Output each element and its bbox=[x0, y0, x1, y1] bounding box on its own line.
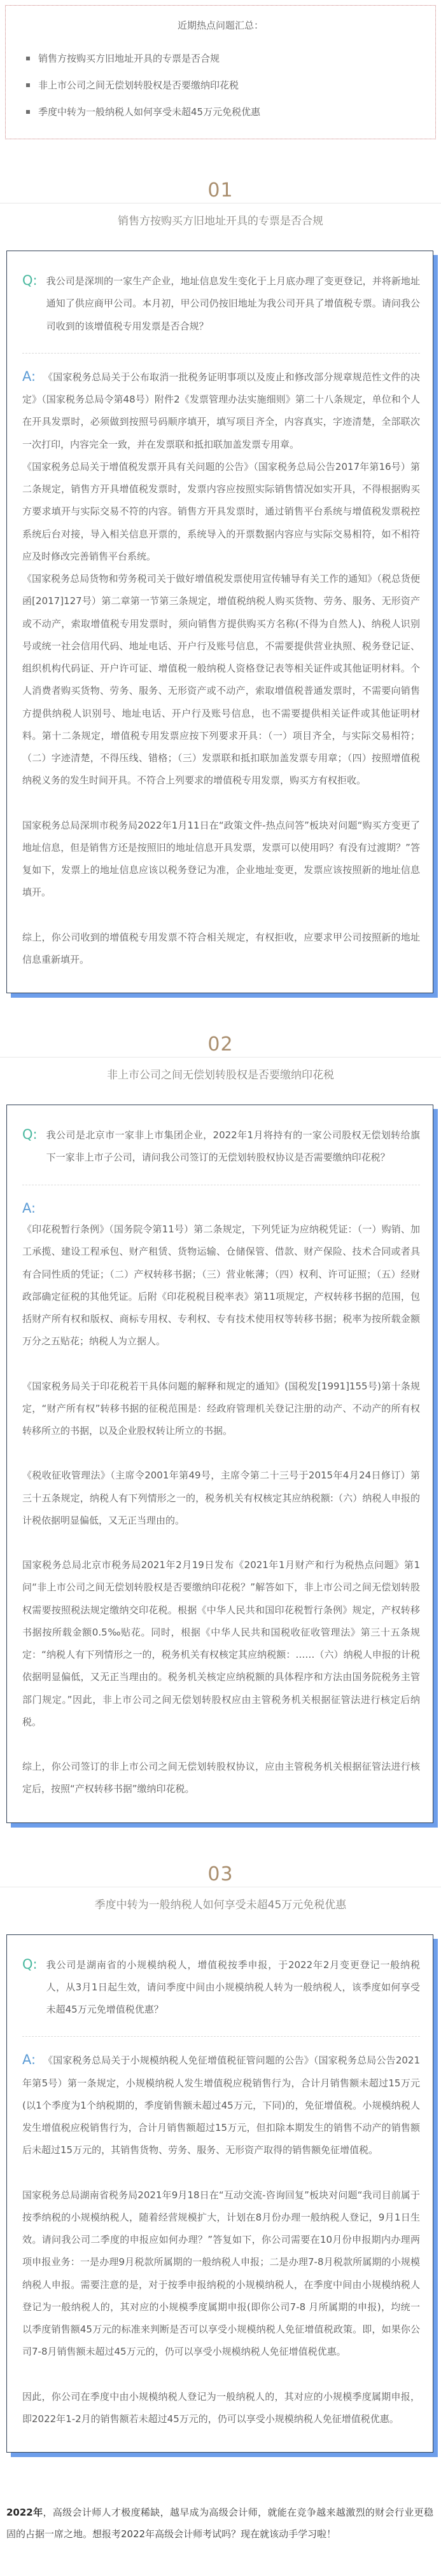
answer-paragraph: 《印花税暂行条例》（国务院令第11号）第二条规定，下列凭证为应纳税凭证：（一）购销、加工承揽、建设工程承包、财产租赁、货物运输、仓储保管、借款、财产保险、技术合同或者具有合同性质的凭证；（二）产权转移书据；（三）营业帐薄；（四）权利、许可证照；（五）经财政部确定征税的其他凭证。后附《印花税税目税率表》第11项规定，产权转移书据的范围，包括财产所有权和版权、商标专用权、专利权、专有技术使用权等转移书据；税率为按所载金额万分之五贴花；纳税人为立据人。 bbox=[22, 1223, 420, 1347]
qa-divider bbox=[22, 2036, 420, 2037]
a-marker: A: bbox=[22, 1200, 36, 1216]
bullet-square-icon bbox=[26, 83, 30, 87]
answer-block bbox=[22, 2049, 420, 2430]
answer-paragraph: 国家税务总局深圳市税务局2022年1月11日在“政策文件-热点问答”板块对问题“购买方变更了地址信息，但是销售方还是按照旧的地址信息开具发票，发票可以使用吗？有没有过渡期？”答复如下，发票上的地址信息应该以税务登记为准，企业地址变更，发票应该按照新的地址信息填开。 bbox=[22, 819, 420, 899]
section-number: 03 bbox=[207, 1863, 234, 1885]
answer-paragraph: 综上，你公司签订的非上市公司之间无偿划转股权协议，应由主管税务机关根据征管法进行核定后，按照“产权转移书据”缴纳印花税。 bbox=[22, 1761, 420, 1795]
summary-item-label: 季度中转为一般纳税人如何享受未超45万元免税优惠 bbox=[38, 106, 261, 118]
answer-block bbox=[22, 1198, 420, 1801]
answer-paragraph: 《国家税务局关于印花税若干具体问题的解释和规定的通知》(国税发[1991]155号)第十条规定，“财产所有权”转移书据的征税范围是：经政府管理机关登记注册的动产、不动产的所有权转移所立的书据，以及企业股权转让所立的书据。 bbox=[22, 1380, 420, 1437]
question-text: 我公司是北京市一家非上市集团企业，2022年1月将持有的一家公司股权无偿划转给旗下一家非上市子公司，请问我公司签订的无偿划转股权协议是否需要缴纳印花税？ bbox=[46, 1129, 420, 1164]
qa-box bbox=[6, 1934, 433, 2453]
section-number: 01 bbox=[207, 179, 234, 202]
q-marker: Q: bbox=[22, 1956, 38, 1972]
answer-paragraph: 《国家税务总局关于公布取消一批税务证明事项以及废止和修改部分规章规范性文件的决定》（国家税务总局令第48号）附件2《发票管理办法实施细则》第二十八条规定，单位和个人在开具发票时，必须做到按照号码顺序填开，填写项目齐全，内容真实，字迹清楚，全部联次一次打印，内容完全一致，并在发票联和抵扣联加盖发票专用章。 bbox=[22, 371, 420, 450]
answer-paragraph: 国家税务总局北京市税务局2021年2月19日发布《2021年1月财产和行为税热点问题》第1问“非上市公司之间无偿划转股权是否要缴纳印花税？”解答如下，非上市公司之间无偿划转股权需要按照税法规定缴纳交印花税。根据《中华人民共和国印花税暂行条例》规定，产权转移书据按所载金额0.5‰贴花。同时，根据《中华人民共和国税收征收管理法》第三十五条规定：“纳税人有下列情形之一的，税务机关有权核定其应纳税额：……（六）纳税人申报的计税依据明显偏低，又无正当理由的。税务机关核定应纳税额的具体程序和方法由国务院税务主管部门规定。”因此，非上市公司之间无偿划转股权应由主管税务机关根据征管法进行核定后纳税。 bbox=[22, 1559, 420, 1728]
list-item bbox=[26, 104, 419, 120]
summary-list bbox=[22, 51, 419, 120]
a-marker: A: bbox=[22, 368, 36, 384]
bullet-square-icon bbox=[26, 57, 30, 60]
answer-paragraph: 《国家税务总局货物和劳务税司关于做好增值税发票使用宣传辅导有关工作的通知》（税总货便函[2017]127号）第二章第一节第三条规定，增值税纳税人购买货物、劳务、服务、无形资产或不动产，索取增值税专用发票时，须向销售方提供购买方名称(不得为自然人)、纳税人识别号或统一社会信用代码、地址电话、开户行及账号信息，不需要提供营业执照、税务登记证、组织机构代码证、开户许可证、增值税一般纳税人资格登记表等相关证件或其他证明材料。个人消费者购买货物、劳务、服务、无形资产或不动产，索取增值税普通发票时，不需要向销售方提供纳税人识别号、地址电话、开户行及账号信息，也不需要提供相关证件或其他证明材料。第十二条规定，增值税专用发票应按下列要求开具：（一）项目齐全，与实际交易相符；（二）字迹清楚，不得压线、错格；（三）发票联和抵扣联加盖发票专用章；（四）按照增值税纳税义务的发生时间开具。不符合上列要求的增值税专用发票，购买方有权拒收。 bbox=[22, 573, 420, 787]
list-item bbox=[26, 51, 419, 66]
footer-lead: 2022年 bbox=[6, 2507, 43, 2519]
section-title: 季度中转为一般纳税人如何享受未超45万元免税优惠 bbox=[94, 1898, 347, 1911]
question-text: 我公司是深圳的一家生产企业，地址信息发生变化于上月底办理了变更登记，并将新地址通知了供应商甲公司。本月初，甲公司仍按旧地址为我公司开具了增值税专票。请问我公司收到的该增值税专用发票是否合规？ bbox=[46, 275, 420, 332]
qa-box bbox=[6, 1105, 433, 1823]
q-marker: Q: bbox=[22, 273, 38, 288]
answer-paragraph: 综上，你公司收到的增值税专用发票不符合相关规定，有权拒收，应要求甲公司按照新的地址信息重新填开。 bbox=[22, 931, 420, 965]
question-text: 我公司是湖南省的小规模纳税人，增值税按季申报，于2022年2月变更登记一般纳税人，从3月1日起生效，请问季度中间由小规模纳税人转为一般纳税人，该季度如何享受未超45万元免增值税优惠？ bbox=[46, 1959, 420, 2016]
section-title: 销售方按购买方旧地址开具的专票是否合规 bbox=[118, 215, 323, 228]
bullet-square-icon bbox=[26, 110, 30, 114]
answer-paragraph: 《税收征收管理法》（主席令2001年第49号，主席令第二十三号于2015年4月24日修订）第三十五条规定，纳税人有下列情形之一的，税务机关有权核定其应纳税额:（六）纳税人申报的计税依据明显偏低，又无正当理由的。 bbox=[22, 1470, 420, 1526]
section-title: 非上市公司之间无偿划转股权是否要缴纳印花税 bbox=[107, 1069, 334, 1082]
section-number: 02 bbox=[207, 1033, 234, 1056]
summary-item-label: 销售方按购买方旧地址开具的专票是否合规 bbox=[38, 53, 220, 64]
summary-title: 近期热点问题汇总： bbox=[177, 20, 263, 31]
q-marker: Q: bbox=[22, 1127, 38, 1142]
section-03 bbox=[0, 1865, 441, 2453]
answer-paragraph: 因此，你公司在季度中由小规模纳税人登记为一般纳税人的，其对应的小规模季度属期申报，即2022年1-2月的销售额若未超过45万元的，仍可以享受小规模纳税人免征增值税优惠。 bbox=[22, 2390, 420, 2425]
footer-note bbox=[6, 2502, 433, 2545]
section-02 bbox=[0, 1035, 441, 1823]
answer-paragraph: 《国家税务总局关于小规模纳税人免征增值税征管问题的公告》（国家税务总局公告2021年第5号）第一条规定，小规模纳税人发生增值税应税销售行为，合计月销售额未超过15万元(以1个季度为1个纳税期的，季度销售额未超过45万元，下同)的，免征增值税。小规模纳税人发生增值税应税销售行为，合计月销售额超过15万元，但扣除本期发生的销售不动产的销售额后未超过15万元的，其销售货物、劳务、服务、无形资产取得的销售额免征增值税。 bbox=[22, 2055, 420, 2156]
answer-paragraph: 《国家税务总局关于增值税发票开具有关问题的公告》（国家税务总局公告2017年第16号）第二条规定，销售方开具增值税发票时，发票内容应按照实际销售情况如实开具，不得根据购买方要求填开与实际交易不符的内容。销售方开具发票时，通过销售平台系统与增值税发票税控系统后台对接，导入相关信息开票的，系统导入的开票数据内容应与实际交易相符，如不相符应及时修改完善销售平台系统。 bbox=[22, 460, 420, 562]
summary-box bbox=[5, 5, 436, 139]
footer-text: ，高级会计师人才极度稀缺，越早成为高级会计师，就能在竞争越来越激烈的财会行业更稳固的占据一席之地。想报考2022年高级会计师考试吗？现在就该动手学习啦！ bbox=[6, 2507, 433, 2540]
a-marker: A: bbox=[22, 2052, 36, 2068]
question-block bbox=[22, 270, 420, 338]
question-block bbox=[22, 1124, 420, 1169]
question-block bbox=[22, 1954, 420, 2022]
answer-paragraph: 国家税务总局湖南省税务局2021年9月18日在“互动交流-咨询回复”板块对问题“我司目前属于按季纳税的小规模纳税人，随着经营规模扩大，计划在8月份办理一般纳税人登记，9月1日生效。请问我公司二季度的申报应如何办理？”答复如下，你公司需要在10月份申报期内办理两项申报业务：一是办理9月税款所属期的一般纳税人申报；二是办理7-8月税款所属期的小规模纳税人申报。需要注意的是，对于按季申报纳税的小规模纳税人，在季度中间由小规模纳税人登记为一般纳税人的，其对应的小规模季度属期申报(即你公司7-8 月所属期的申报)，均统一以季度销售额45万元的标准来判断是否可以享受小规模纳税人免征增值税政策。即，如果你公司7-8月销售额未超过45万元的，仍可以享受小规模纳税人免征增值税优惠。 bbox=[22, 2189, 420, 2358]
list-item bbox=[26, 78, 419, 93]
article-page bbox=[0, 5, 441, 2576]
answer-block bbox=[22, 366, 420, 971]
qa-box bbox=[6, 251, 433, 993]
section-01 bbox=[0, 181, 441, 993]
summary-item-label: 非上市公司之间无偿划转股权是否要缴纳印花税 bbox=[38, 79, 239, 91]
qa-divider bbox=[22, 353, 420, 354]
